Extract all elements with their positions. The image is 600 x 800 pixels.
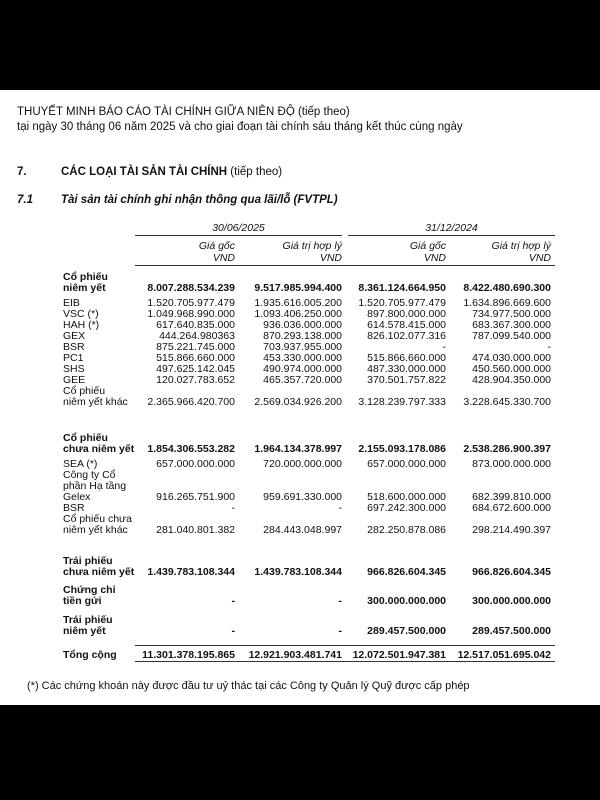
row-value: - xyxy=(338,625,342,637)
row-value: 8.007.288.534.239 xyxy=(147,282,235,294)
row-value: 936.036.000.000 xyxy=(263,319,342,331)
row-value: 284.443.048.997 xyxy=(263,524,342,536)
row-value: 682.399.810.000 xyxy=(472,491,551,503)
row-value: 1.935.616.005.200 xyxy=(254,297,342,309)
row-value: 12.921.903.481.741 xyxy=(248,649,342,661)
row-value: 826.102.077.316 xyxy=(367,330,446,342)
row-value: 3.228.645.330.700 xyxy=(463,396,551,408)
row-value: 1.049.968.990.000 xyxy=(147,308,235,320)
row-label: SHS xyxy=(63,363,85,375)
row-label: GEE xyxy=(63,374,86,386)
row-label: Cổ phiếu xyxy=(63,385,106,397)
row-value: 720.000.000.000 xyxy=(263,458,342,470)
column-header-label: Giá trị hợp lý xyxy=(282,240,342,252)
row-value: - xyxy=(338,595,342,607)
row-label: Cổ phiếu xyxy=(63,271,108,283)
document-page xyxy=(0,90,600,705)
row-label: niêm yết xyxy=(63,282,106,294)
row-value: 683.367.300.000 xyxy=(472,319,551,331)
row-value: 2.155.093.178.086 xyxy=(358,443,446,455)
row-value: 8.422.480.690.300 xyxy=(463,282,551,294)
row-value: 787.099.540.000 xyxy=(472,330,551,342)
row-value: 465.357.720.000 xyxy=(263,374,342,386)
row-label: chưa niêm yết xyxy=(63,566,135,578)
row-value: 281.040.801.382 xyxy=(156,524,235,536)
report-title: THUYẾT MINH BÁO CÁO TÀI CHÍNH GIỮA NIÊN ĐỘ (tiếp theo) xyxy=(17,106,350,118)
column-header-cost-2024 xyxy=(341,240,446,264)
row-value: 614.578.415.000 xyxy=(367,319,446,331)
row-value: 490.974.000.000 xyxy=(263,363,342,375)
row-value: 428.904.350.000 xyxy=(472,374,551,386)
row-value: 12.517.051.695.042 xyxy=(457,649,551,661)
report-subtitle: tại ngày 30 tháng 06 năm 2025 và cho giai đoạn tài chính sáu tháng kết thúc cùng ngày xyxy=(17,121,463,133)
column-header-fair-value-2024 xyxy=(446,240,551,264)
row-value: - xyxy=(231,625,235,637)
row-value: 657.000.000.000 xyxy=(367,458,446,470)
section-heading xyxy=(17,166,282,178)
row-value: 474.030.000.000 xyxy=(472,352,551,364)
row-value: 1.520.705.977.479 xyxy=(358,297,446,309)
row-value: 120.027.783.652 xyxy=(156,374,235,386)
period-header-2024: 31/12/2024 xyxy=(348,222,555,236)
row-value: 300.000.000.000 xyxy=(367,595,446,607)
row-label: tiền gửi xyxy=(63,595,102,607)
row-label: niêm yết xyxy=(63,625,106,637)
row-value: 875.221.745.000 xyxy=(156,341,235,353)
row-label: niêm yết khác xyxy=(63,396,128,408)
row-value: 966.826.604.345 xyxy=(367,566,446,578)
row-value: 444.264.980363 xyxy=(159,330,235,342)
subsection-number: 7.1 xyxy=(17,194,33,206)
row-label: BSR xyxy=(63,341,85,353)
row-label: Trái phiếu xyxy=(63,614,113,626)
row-value: 453.330.000.000 xyxy=(263,352,342,364)
row-value: 966.826.604.345 xyxy=(472,566,551,578)
row-value: 289.457.500.000 xyxy=(472,625,551,637)
row-value: 1.634.896.669.600 xyxy=(463,297,551,309)
footnote: (*) Các chứng khoán này được đầu tư uỷ thác tại các Công ty Quản lý Quỹ được cấp phép xyxy=(27,680,470,692)
row-label: Tổng cộng xyxy=(63,649,117,661)
column-header-label: Giá gốc xyxy=(409,240,446,252)
subsection-heading xyxy=(17,194,338,206)
row-value: 916.265.751.900 xyxy=(156,491,235,503)
row-label: Trái phiếu xyxy=(63,555,113,567)
row-value: 873.000.000.000 xyxy=(472,458,551,470)
row-value: - xyxy=(338,502,342,514)
header-divider xyxy=(135,265,555,266)
row-value: 617.640.835.000 xyxy=(156,319,235,331)
row-value: 1.439.783.108.344 xyxy=(254,566,342,578)
row-value: 897.800.000.000 xyxy=(367,308,446,320)
row-value: 518.600.000.000 xyxy=(367,491,446,503)
row-label: Công ty Cổ xyxy=(63,469,116,481)
column-header-label: Giá trị hợp lý xyxy=(491,240,551,252)
row-value: 1.093.406.250.000 xyxy=(254,308,342,320)
row-value: 298.214.490.397 xyxy=(472,524,551,536)
row-label: chưa niêm yết xyxy=(63,443,135,455)
row-value: 11.301.378.195.865 xyxy=(142,649,235,661)
row-value: 1.439.783.108.344 xyxy=(147,566,235,578)
column-header-cost-2025 xyxy=(130,240,235,264)
row-value: 515.866.660.000 xyxy=(156,352,235,364)
row-value: 497.625.142.045 xyxy=(156,363,235,375)
row-value: 9.517.985.994.400 xyxy=(254,282,342,294)
subsection-title: Tài sản tài chính ghi nhận thông qua lãi/lỗ (FVTPL) xyxy=(61,194,338,206)
row-label: phần Hạ tầng xyxy=(63,480,127,492)
row-value: 1.520.705.977.479 xyxy=(147,297,235,309)
row-label: VSC (*) xyxy=(63,308,99,320)
row-label: Gelex xyxy=(63,491,91,503)
section-number: 7. xyxy=(17,166,27,178)
column-header-unit: VND xyxy=(319,252,342,264)
row-value: 282.250.878.086 xyxy=(367,524,446,536)
column-header-unit: VND xyxy=(423,252,446,264)
row-value: 959.691.330.000 xyxy=(263,491,342,503)
row-value: 8.361.124.664.950 xyxy=(358,282,446,294)
row-value: - xyxy=(442,341,446,353)
row-value: 2.365.966.420.700 xyxy=(147,396,235,408)
section-title: CÁC LOẠI TÀI SẢN TÀI CHÍNH xyxy=(61,166,228,178)
row-value: 289.457.500.000 xyxy=(367,625,446,637)
row-value: 734.977.500.000 xyxy=(472,308,551,320)
row-label: Chứng chỉ xyxy=(63,584,116,596)
column-header-label: Giá gốc xyxy=(198,240,235,252)
row-value: 697.242.300.000 xyxy=(367,502,446,514)
row-value: 3.128.239.797.333 xyxy=(358,396,446,408)
section-suffix: (tiếp theo) xyxy=(227,166,283,178)
row-value: 450.560.000.000 xyxy=(472,363,551,375)
row-label: BSR xyxy=(63,502,85,514)
row-label: SEA (*) xyxy=(63,458,98,470)
row-value: 657.000.000.000 xyxy=(156,458,235,470)
row-label: Cổ phiếu xyxy=(63,432,108,444)
row-value: 1.964.134.378.997 xyxy=(254,443,342,455)
row-value: - xyxy=(547,341,551,353)
row-value: 12.072.501.947.381 xyxy=(352,649,446,661)
row-value: 2.538.286.900.397 xyxy=(463,443,551,455)
column-header-unit: VND xyxy=(528,252,551,264)
row-value: 2.569.034.926.200 xyxy=(254,396,342,408)
row-value: 370.501.757.822 xyxy=(367,374,446,386)
row-value: 870.293.138.000 xyxy=(263,330,342,342)
row-value: 515.866.660.000 xyxy=(367,352,446,364)
row-value: - xyxy=(231,502,235,514)
period-header-2025: 30/06/2025 xyxy=(135,222,342,236)
row-label: Cổ phiếu chưa xyxy=(63,513,132,525)
row-value: - xyxy=(231,595,235,607)
row-label: EIB xyxy=(63,297,80,309)
total-bottom-rule xyxy=(135,661,555,662)
row-value: 1.854.306.553.282 xyxy=(147,443,235,455)
row-label: PC1 xyxy=(63,352,84,364)
row-value: 300.000.000.000 xyxy=(472,595,551,607)
column-header-unit: VND xyxy=(212,252,235,264)
row-value: 684.672.600.000 xyxy=(472,502,551,514)
row-label: GEX xyxy=(63,330,86,342)
row-label: HAH (*) xyxy=(63,319,100,331)
row-value: 487.330.000.000 xyxy=(367,363,446,375)
row-label: niêm yết khác xyxy=(63,524,128,536)
column-header-fair-value-2025 xyxy=(237,240,342,264)
total-divider xyxy=(135,645,555,646)
row-value: 703.937.955.000 xyxy=(263,341,342,353)
